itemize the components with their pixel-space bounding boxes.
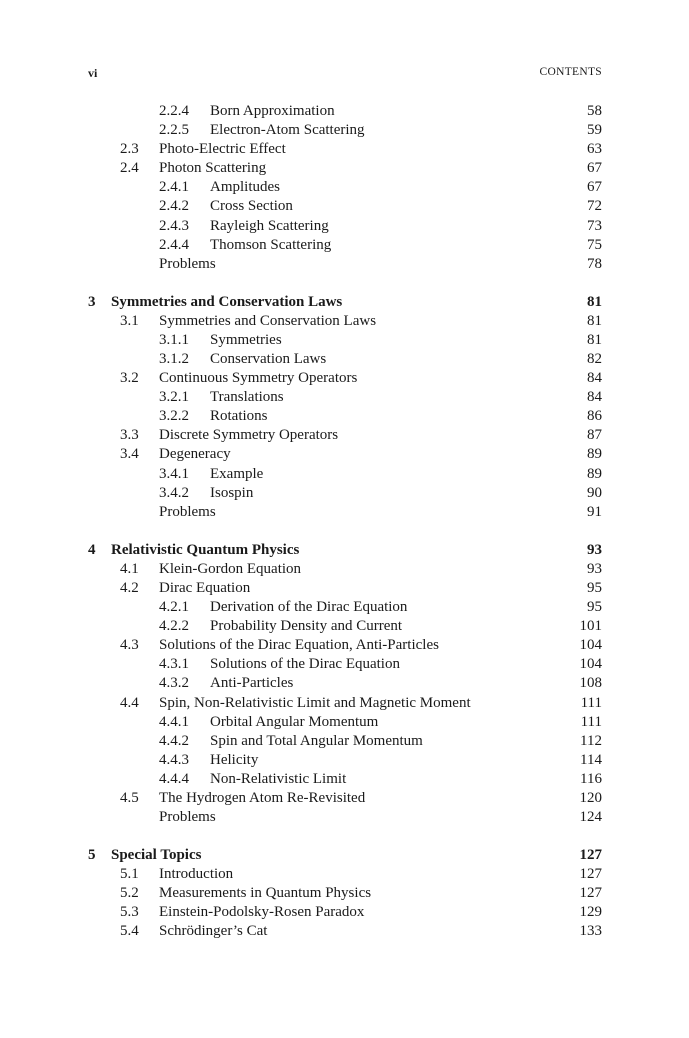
toc-entry-page: 124 <box>579 809 602 826</box>
toc-entry-chapter[interactable] <box>88 293 602 312</box>
toc-entry-page: 67 <box>587 179 602 196</box>
toc-entry-subsection[interactable] <box>88 407 602 426</box>
toc-entry-subsection[interactable] <box>88 121 602 140</box>
toc-entry-number: 3.2.1 <box>159 389 189 406</box>
toc-entry-number: 4.4.3 <box>159 751 189 768</box>
toc-entry-number: 4.3.2 <box>159 675 189 692</box>
toc-entry-page: 81 <box>587 293 602 310</box>
toc-entry-page: 108 <box>579 675 602 692</box>
toc-entry-title: Conservation Laws <box>210 351 327 368</box>
toc-entry-page: 133 <box>579 923 602 940</box>
toc-entry-title: The Hydrogen Atom Re-Revisited <box>159 789 366 806</box>
toc-entry-number: 5 <box>88 847 96 864</box>
toc-entry-title: Spin and Total Angular Momentum <box>210 732 423 749</box>
toc-entry-number: 3 <box>88 293 96 310</box>
toc-entry-title: Spin, Non-Relativistic Limit and Magnetic Moment <box>159 694 471 711</box>
toc-entry-number: 3.4.2 <box>159 484 189 501</box>
toc-entry-subsection[interactable] <box>88 236 602 255</box>
toc-entry-page: 93 <box>587 541 602 558</box>
toc-entry-section[interactable] <box>88 369 602 388</box>
toc-entry-chapter[interactable] <box>88 541 602 560</box>
toc-entry-page: 89 <box>587 465 602 482</box>
toc-entry-page: 95 <box>587 579 602 596</box>
toc-entry-title: Klein-Gordon Equation <box>159 560 302 577</box>
toc-entry-subsection[interactable] <box>88 484 602 503</box>
toc-entry-number: 2.4.3 <box>159 217 189 234</box>
toc-entry-subsection[interactable] <box>88 770 602 789</box>
toc-entry-page: 104 <box>579 656 602 673</box>
toc-entry-title: Symmetries and Conservation Laws <box>159 312 377 329</box>
toc-entry-section[interactable] <box>88 884 602 903</box>
toc-entry-number: 2.3 <box>120 141 139 158</box>
toc-entry-subsection[interactable] <box>88 388 602 407</box>
toc-entry-title: Discrete Symmetry Operators <box>159 427 339 444</box>
toc-entry-page: 78 <box>587 255 602 272</box>
toc-entry-number: 4.3.1 <box>159 656 189 673</box>
toc-entry-page: 67 <box>587 160 602 177</box>
toc-entry-page: 95 <box>587 599 602 616</box>
toc-entry-title: Problems <box>159 503 216 520</box>
toc-entry-title: Rayleigh Scattering <box>210 217 329 234</box>
toc-entry-chapter[interactable] <box>88 846 602 865</box>
toc-entry-number: 3.4 <box>120 446 139 463</box>
toc-entry-section[interactable] <box>88 445 602 464</box>
toc-entry-page: 104 <box>579 637 602 654</box>
toc-entry-section[interactable] <box>88 560 602 579</box>
toc-entry-title: Photon Scattering <box>159 160 267 177</box>
toc-entry-subsection[interactable] <box>88 655 602 674</box>
toc-entry-title: Symmetries and Conservation Laws <box>111 293 343 310</box>
toc-entry-section[interactable] <box>88 636 602 655</box>
toc-entry-title: Degeneracy <box>159 446 231 463</box>
toc-entry-title: Solutions of the Dirac Equation <box>210 656 400 673</box>
toc-entry-title: Isospin <box>210 484 254 501</box>
toc-entry-subsection[interactable] <box>88 598 602 617</box>
toc-entry-title: Photo-Electric Effect <box>159 141 286 158</box>
toc-entry-number: 2.4.2 <box>159 198 189 215</box>
toc-entry-page: 87 <box>587 427 602 444</box>
toc-entry-title: Thomson Scattering <box>210 236 332 253</box>
toc-entry-title: Translations <box>210 389 284 406</box>
toc-entry-section[interactable] <box>88 159 602 178</box>
toc-entry-title: Rotations <box>210 408 268 425</box>
toc-entry-number: 3.1.1 <box>159 331 189 348</box>
toc-entry-page: 84 <box>587 370 602 387</box>
toc-entry-title: Anti-Particles <box>210 675 294 692</box>
toc-entry-number: 4.4.1 <box>159 713 189 730</box>
toc-entry-section[interactable] <box>88 789 602 808</box>
toc-entry-title: Amplitudes <box>210 179 280 196</box>
toc-entry-section[interactable] <box>88 579 602 598</box>
toc-entry-subsection[interactable] <box>88 350 602 369</box>
toc-entry-title: Dirac Equation <box>159 579 251 596</box>
toc-entry-page: 129 <box>579 904 602 921</box>
toc-entry-title: Orbital Angular Momentum <box>210 713 379 730</box>
toc-entry-title: Solutions of the Dirac Equation, Anti-Particles <box>159 637 439 654</box>
toc-entry-number: 4.4 <box>120 694 139 711</box>
toc-entry-page: 81 <box>587 331 602 348</box>
toc-entry-page: 127 <box>579 885 602 902</box>
toc-entry-section[interactable] <box>88 694 602 713</box>
toc-entry-page: 86 <box>587 408 602 425</box>
toc-entry-subsection[interactable] <box>88 197 602 216</box>
toc-entry-subsection[interactable] <box>88 713 602 732</box>
toc-entry-page: 75 <box>587 236 602 253</box>
page-header <box>88 66 602 84</box>
toc-entry-title: Relativistic Quantum Physics <box>111 541 300 558</box>
toc-entry-title: Einstein-Podolsky-Rosen Paradox <box>159 904 365 921</box>
toc-entry-page: 120 <box>579 789 602 806</box>
toc-entry-subsection[interactable] <box>88 674 602 693</box>
toc-entry-title: Measurements in Quantum Physics <box>159 885 372 902</box>
toc-entry-number: 2.4.4 <box>159 236 189 253</box>
toc-entry-subsection[interactable] <box>88 751 602 770</box>
toc-entry-title: Helicity <box>210 751 259 768</box>
toc-entry-page: 84 <box>587 389 602 406</box>
toc-entry-page: 59 <box>587 122 602 139</box>
toc-entry-number: 4.4.4 <box>159 770 189 787</box>
toc-entry-subsection[interactable] <box>88 617 602 636</box>
toc-entry-problems[interactable] <box>88 255 602 274</box>
toc-entry-page: 127 <box>579 847 602 864</box>
page-number: vi <box>88 66 98 80</box>
toc-entry-number: 2.4.1 <box>159 179 189 196</box>
toc-entry-title: Schrödinger’s Cat <box>159 923 268 940</box>
toc-entry-page: 111 <box>580 713 602 730</box>
toc-entry-title: Special Topics <box>111 847 202 864</box>
toc-entry-number: 3.2.2 <box>159 408 189 425</box>
toc-entry-section[interactable] <box>88 140 602 159</box>
toc-entry-title: Non-Relativistic Limit <box>210 770 347 787</box>
toc-entry-page: 81 <box>587 312 602 329</box>
toc-entry-page: 89 <box>587 446 602 463</box>
toc-entry-subsection[interactable] <box>88 331 602 350</box>
toc-entry-number: 4.2.2 <box>159 618 189 635</box>
toc-entry-number: 4.3 <box>120 637 139 654</box>
toc-entry-page: 90 <box>587 484 602 501</box>
toc-entry-number: 3.4.1 <box>159 465 189 482</box>
toc-entry-number: 3.1 <box>120 312 139 329</box>
toc-entry-section[interactable] <box>88 903 602 922</box>
toc-entry-subsection[interactable] <box>88 732 602 751</box>
toc-entry-page: 91 <box>587 503 602 520</box>
toc-entry-number: 4.4.2 <box>159 732 189 749</box>
toc-entry-title: Derivation of the Dirac Equation <box>210 599 408 616</box>
toc-entry-subsection[interactable] <box>88 217 602 236</box>
toc-entry-page: 93 <box>587 560 602 577</box>
toc-entry-page: 116 <box>580 770 602 787</box>
toc-entry-title: Problems <box>159 809 216 826</box>
toc-entry-problems[interactable] <box>88 808 602 827</box>
toc-entry-page: 114 <box>580 751 602 768</box>
toc-entry-page: 111 <box>580 694 602 711</box>
toc-entry-number: 2.4 <box>120 160 139 177</box>
toc-entry-number: 2.2.4 <box>159 103 189 119</box>
toc-entry-number: 5.2 <box>120 885 139 902</box>
toc-entry-page: 101 <box>579 618 602 635</box>
toc-entry-number: 3.2 <box>120 370 139 387</box>
toc-entry-title: Problems <box>159 255 216 272</box>
toc-entry-number: 5.4 <box>120 923 139 940</box>
toc-entry-page: 82 <box>587 351 602 368</box>
toc-entry-number: 2.2.5 <box>159 122 189 139</box>
toc-entry-number: 3.3 <box>120 427 139 444</box>
toc-entry-section[interactable] <box>88 426 602 445</box>
table-of-contents <box>88 102 602 942</box>
toc-entry-title: Symmetries <box>210 331 282 348</box>
toc-entry-number: 4.5 <box>120 789 139 806</box>
toc-entry-page: 73 <box>587 217 602 234</box>
toc-entry-page: 58 <box>587 103 602 119</box>
running-head: CONTENTS <box>539 66 602 78</box>
toc-entry-page: 63 <box>587 141 602 158</box>
toc-entry-number: 4.2 <box>120 579 139 596</box>
toc-entry-problems[interactable] <box>88 503 602 522</box>
toc-entry-section[interactable] <box>88 312 602 331</box>
toc-entry-section[interactable] <box>88 865 602 884</box>
toc-entry-page: 72 <box>587 198 602 215</box>
toc-entry-number: 4 <box>88 541 96 558</box>
toc-entry-title: Introduction <box>159 866 234 883</box>
toc-entry-number: 5.3 <box>120 904 139 921</box>
toc-entry-title: Example <box>210 465 264 482</box>
toc-entry-subsection[interactable] <box>88 465 602 484</box>
toc-entry-title: Electron-Atom Scattering <box>210 122 365 139</box>
toc-entry-title: Continuous Symmetry Operators <box>159 370 358 387</box>
toc-entry-page: 127 <box>579 866 602 883</box>
toc-entry-subsection[interactable] <box>88 102 602 121</box>
toc-entry-number: 4.1 <box>120 560 139 577</box>
toc-entry-title: Cross Section <box>210 198 293 215</box>
toc-entry-number: 3.1.2 <box>159 351 189 368</box>
toc-entry-title: Probability Density and Current <box>210 618 403 635</box>
toc-entry-subsection[interactable] <box>88 178 602 197</box>
toc-entry-title: Born Approximation <box>210 103 335 119</box>
toc-entry-number: 5.1 <box>120 866 139 883</box>
toc-entry-number: 4.2.1 <box>159 599 189 616</box>
toc-entry-page: 112 <box>580 732 602 749</box>
toc-entry-section[interactable] <box>88 922 602 941</box>
